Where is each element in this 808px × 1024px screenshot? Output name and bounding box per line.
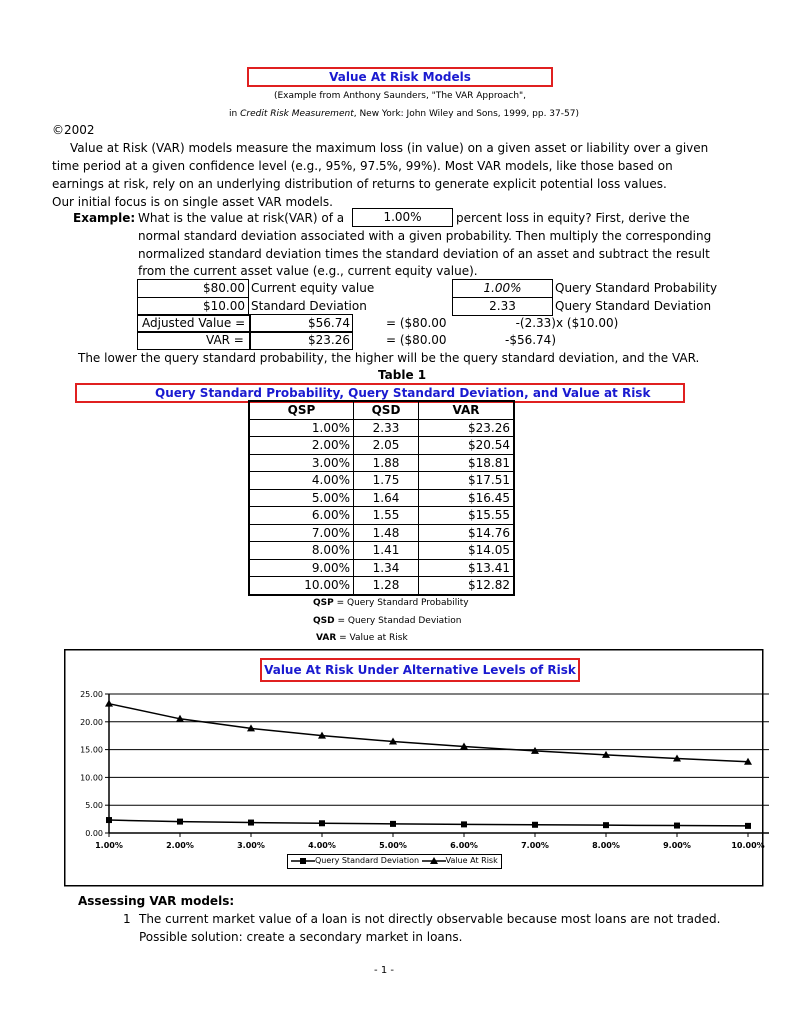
- qsd-cell: 2.05: [354, 437, 419, 455]
- header-var: VAR: [419, 401, 515, 419]
- var-cell: $20.54: [419, 437, 515, 455]
- table-row: [249, 472, 514, 490]
- var-cell: $12.82: [419, 577, 515, 595]
- legend-qsd: [313, 616, 461, 626]
- qsd-label: Query Standard Deviation: [555, 299, 712, 313]
- source-prefix: in: [229, 109, 241, 119]
- var-cell: $14.05: [419, 542, 515, 560]
- legend-qsp: [313, 598, 469, 608]
- example-line-3: from the current asset value (e.g., current equity value).: [138, 264, 478, 278]
- equation-1-a: = ($80.00: [386, 316, 447, 330]
- adjusted-value-label: Adjusted Value =: [142, 316, 246, 330]
- x-tick-label: 10.00%: [731, 841, 765, 850]
- table-row: [249, 559, 514, 577]
- table-row: [249, 489, 514, 507]
- equation-1-b: -(2.33): [515, 316, 556, 330]
- source-book-title: Credit Risk Measurement: [240, 109, 354, 119]
- data-point-square: [248, 820, 254, 826]
- y-tick-label: 5.00: [85, 801, 103, 811]
- qsp-cell: 8.00%: [249, 542, 354, 560]
- chart-title: Value At Risk Under Alternative Levels of Risk: [260, 658, 580, 682]
- data-point-square: [461, 821, 467, 827]
- data-point-square: [674, 823, 680, 829]
- x-tick-label: 2.00%: [166, 841, 194, 850]
- qsd-cell: 1.48: [354, 524, 419, 542]
- equation-2-a: = ($80.00: [386, 333, 447, 347]
- x-tick-label: 9.00%: [663, 841, 691, 850]
- equity-value-cell[interactable]: $80.00: [137, 279, 249, 298]
- qsp-cell: 1.00%: [249, 419, 354, 437]
- assessing-item-number: 1: [123, 912, 131, 926]
- table-number: Table 1: [378, 368, 427, 382]
- legend-var-text: Value at Risk: [349, 633, 408, 643]
- std-dev-cell[interactable]: $10.00: [137, 297, 249, 316]
- table-row: [249, 454, 514, 472]
- table-row: [249, 437, 514, 455]
- var-label: VAR =: [206, 333, 244, 347]
- var-cell: $13.41: [419, 559, 515, 577]
- table-row: [249, 524, 514, 542]
- x-tick-label: 5.00%: [379, 841, 407, 850]
- qsd-cell: 1.41: [354, 542, 419, 560]
- legend-var: [316, 633, 408, 643]
- qsd-cell: 1.64: [354, 489, 419, 507]
- data-point-square: [177, 819, 183, 825]
- qsd-cell: 1.88: [354, 454, 419, 472]
- calc-divider: [249, 314, 251, 350]
- intro-line-3: earnings at risk, rely on an underlying distribution of returns to generate explicit potential loss values.: [52, 177, 667, 191]
- table-row: [249, 577, 514, 595]
- intro-line-4: Our initial focus is on single asset VAR models.: [52, 195, 333, 209]
- data-point-square: [319, 820, 325, 826]
- y-tick-label: 15.00: [80, 745, 103, 755]
- legend-square-icon: [291, 857, 315, 865]
- assessing-item-line-1: The current market value of a loan is not directly observable because most loans are not traded.: [139, 912, 721, 926]
- y-tick-label: 10.00: [80, 773, 103, 783]
- header-qsd: QSD: [354, 401, 419, 419]
- table-row: [249, 507, 514, 525]
- var-cell: $15.55: [419, 507, 515, 525]
- qsp-cell: 7.00%: [249, 524, 354, 542]
- var-value: $23.26: [308, 333, 350, 347]
- lower-probability-note: The lower the query standard probability, the higher will be the query standard deviation, and the VAR.: [78, 351, 700, 365]
- qsp-cell[interactable]: 1.00%: [452, 279, 553, 298]
- y-tick-label: 25.00: [80, 690, 103, 699]
- equation-1-c: x ($10.00): [556, 316, 619, 330]
- data-point-square: [603, 822, 609, 828]
- qsp-label: Query Standard Probability: [555, 281, 718, 295]
- data-point-square: [745, 823, 751, 829]
- table-header-row: [249, 401, 514, 419]
- legend-qsp-text: Query Standard Probability: [347, 598, 469, 608]
- qsd-cell: 1.28: [354, 577, 419, 595]
- qsd-cell[interactable]: 2.33: [452, 297, 553, 316]
- table-title: Query Standard Probability, Query Standard Deviation, and Value at Risk: [75, 383, 685, 403]
- legend-qsp-abbr: QSP: [313, 598, 334, 608]
- std-dev-label: Standard Deviation: [251, 299, 367, 313]
- var-cell: $16.45: [419, 489, 515, 507]
- x-tick-label: 4.00%: [308, 841, 336, 850]
- chart-legend: [287, 854, 502, 869]
- y-tick-label: 0.00: [85, 829, 103, 838]
- var-cell: $18.81: [419, 454, 515, 472]
- var-cell: $17.51: [419, 472, 515, 490]
- page-title: Value At Risk Models: [247, 67, 553, 87]
- qsp-cell: 5.00%: [249, 489, 354, 507]
- legend-var-eq: =: [336, 633, 350, 643]
- table-row: [249, 419, 514, 437]
- legend-triangle-icon: [422, 857, 446, 865]
- qsd-cell: 2.33: [354, 419, 419, 437]
- example-label: Example:: [73, 211, 136, 225]
- table-row: [249, 542, 514, 560]
- qsp-cell: 9.00%: [249, 559, 354, 577]
- qsp-table: [248, 400, 515, 596]
- source-suffix: , New York: John Wiley and Sons, 1999, pp. 37-57): [353, 109, 579, 119]
- legend-series-qsd: Query Standard Deviation: [315, 856, 420, 865]
- intro-line-2: time period at a given confidence level (e.g., 95%, 97.5%, 99%). Most VAR models, like those based on: [52, 159, 673, 173]
- legend-qsd-text: Query Standad Deviation: [347, 616, 462, 626]
- x-tick-label: 3.00%: [237, 841, 265, 850]
- qsp-cell: 4.00%: [249, 472, 354, 490]
- qsp-cell: 10.00%: [249, 577, 354, 595]
- source-line-1: (Example from Anthony Saunders, "The VAR Approach",: [273, 91, 527, 101]
- var-line-chart: [64, 649, 764, 887]
- qsd-cell: 1.55: [354, 507, 419, 525]
- y-tick-label: 20.00: [80, 717, 103, 727]
- x-tick-label: 1.00%: [95, 841, 123, 850]
- source-line-2: [0, 109, 808, 119]
- x-tick-label: 8.00%: [592, 841, 620, 850]
- legend-qsd-eq: =: [334, 616, 348, 626]
- assessing-item-line-2: Possible solution: create a secondary market in loans.: [139, 930, 463, 944]
- query-probability-input[interactable]: 1.00%: [352, 208, 453, 227]
- header-qsp: QSP: [249, 401, 354, 419]
- adjusted-value: $56.74: [308, 316, 350, 330]
- example-question: What is the value at risk(VAR) of a: [138, 211, 345, 225]
- example-question-suffix: percent loss in equity? First, derive the: [456, 211, 690, 225]
- equation-2-b: -$56.74): [505, 333, 556, 347]
- legend-qsd-abbr: QSD: [313, 616, 335, 626]
- page-number: - 1 -: [374, 965, 394, 976]
- qsp-cell: 6.00%: [249, 507, 354, 525]
- legend-var-abbr: VAR: [316, 633, 337, 643]
- copyright: ©2002: [52, 123, 95, 137]
- qsp-cell: 2.00%: [249, 437, 354, 455]
- data-point-square: [390, 821, 396, 827]
- var-cell: $23.26: [419, 419, 515, 437]
- data-point-square: [532, 822, 538, 828]
- assessing-heading: Assessing VAR models:: [78, 894, 235, 908]
- legend-series-var: Value At Risk: [445, 856, 498, 865]
- example-line-2: normalized standard deviation times the standard deviation of an asset and subtract the result: [138, 247, 710, 261]
- qsp-cell: 3.00%: [249, 454, 354, 472]
- example-line-1: normal standard deviation associated with a given probability. Then multiply the corresponding: [138, 229, 712, 243]
- var-cell: $14.76: [419, 524, 515, 542]
- x-tick-label: 6.00%: [450, 841, 478, 850]
- intro-line-1: Value at Risk (VAR) models measure the maximum loss (in value) on a given asset or liability over a given: [70, 141, 709, 155]
- qsd-cell: 1.34: [354, 559, 419, 577]
- qsd-cell: 1.75: [354, 472, 419, 490]
- legend-qsp-eq: =: [333, 598, 347, 608]
- x-tick-label: 7.00%: [521, 841, 549, 850]
- equity-value-label: Current equity value: [251, 281, 375, 295]
